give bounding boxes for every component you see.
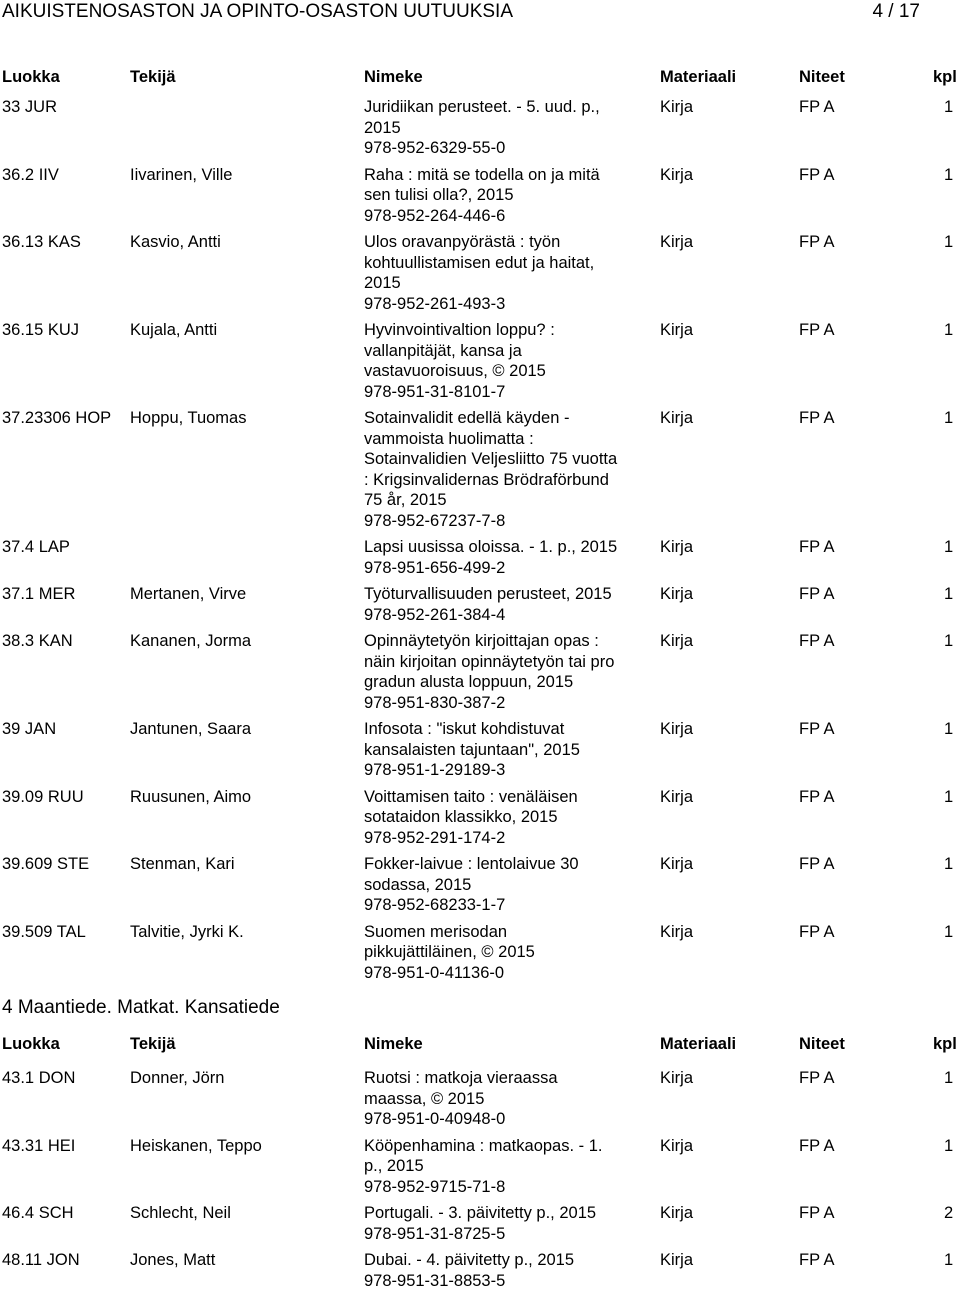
table-row	[0, 1068, 960, 1130]
cell-kpl: 1	[944, 233, 954, 251]
title-line: Sotainvalidit edellä käyden -	[364, 409, 570, 427]
header-tekija: Tekijä	[130, 68, 176, 86]
header-luokka: Luokka	[2, 1035, 60, 1053]
cell-luokka: 43.31 HEI	[2, 1136, 76, 1155]
cell-tekija: Mertanen, Virve	[130, 585, 247, 603]
cell-tekija: Ruusunen, Aimo	[130, 787, 252, 806]
cell-tekija: Jones, Matt	[130, 1251, 216, 1269]
header-nimeke: Nimeke	[364, 68, 423, 86]
title-line: Raha : mitä se todella on ja mitä	[364, 165, 600, 184]
cell-luokka: 37.1 MER	[2, 585, 76, 603]
header-nimeke: Nimeke	[364, 1035, 423, 1053]
title-line: näin kirjoitan opinnäytetyön tai pro	[364, 652, 615, 671]
cell-niteet: FP A	[799, 585, 835, 603]
title-line: sen tulisi olla?, 2015	[364, 186, 514, 204]
title-line: Hyvinvointivaltion loppu? :	[364, 321, 555, 339]
title-line: 2015	[364, 118, 401, 137]
cell-materiaali: Kirja	[660, 1136, 694, 1155]
cell-niteet: FP A	[799, 233, 835, 251]
title-line: 978-952-264-446-6	[364, 206, 506, 225]
title-line: 978-951-31-8101-7	[364, 382, 506, 401]
title-line: vallanpitäjät, kansa ja	[364, 341, 522, 360]
cell-nimeke	[364, 97, 654, 159]
table-header-2	[0, 1033, 960, 1055]
title-line: Kööpenhamina : matkaopas. - 1.	[364, 1136, 603, 1155]
title-line: Opinnäytetyön kirjoittajan opas :	[364, 632, 599, 650]
cell-kpl: 1	[944, 632, 954, 650]
cell-materiaali: Kirja	[660, 233, 694, 251]
title-line: maassa, © 2015	[364, 1089, 485, 1108]
table-row	[0, 537, 960, 578]
title-line: 978-951-656-499-2	[364, 558, 506, 577]
cell-nimeke	[364, 1250, 654, 1291]
header-niteet: Niteet	[799, 68, 845, 86]
title-line: Dubai. - 4. päivitetty p., 2015	[364, 1251, 575, 1269]
section-heading: 4 Maantiede. Matkat. Kansatiede	[2, 997, 280, 1018]
title-line: 978-952-291-174-2	[364, 828, 506, 847]
header-kpl: kpl	[933, 68, 957, 86]
title-line: 978-952-261-384-4	[364, 605, 506, 624]
cell-luokka: 36.2 IIV	[2, 165, 59, 184]
title-line: vammoista huolimatta :	[364, 429, 534, 448]
cell-niteet: FP A	[799, 1251, 835, 1269]
cell-luokka: 39 JAN	[2, 720, 57, 738]
table-row	[0, 165, 960, 227]
title-line: 978-951-0-40948-0	[364, 1110, 506, 1128]
cell-materiaali: Kirja	[660, 922, 694, 941]
cell-niteet: FP A	[799, 720, 835, 738]
cell-nimeke	[364, 922, 654, 984]
header-niteet: Niteet	[799, 1035, 845, 1053]
cell-nimeke	[364, 232, 654, 314]
table-row	[0, 97, 960, 159]
cell-materiaali: Kirja	[660, 585, 694, 603]
cell-kpl: 1	[944, 787, 954, 806]
title-line: 978-952-67237-7-8	[364, 511, 506, 530]
table-body-2	[0, 1068, 960, 1297]
table-row	[0, 584, 960, 625]
cell-kpl: 2	[944, 1204, 954, 1222]
title-line: Infosota : "iskut kohdistuvat	[364, 720, 565, 738]
cell-nimeke	[364, 787, 654, 849]
title-line: Lapsi uusissa oloissa. - 1. p., 2015	[364, 538, 618, 556]
cell-niteet: FP A	[799, 922, 835, 941]
title-line: kohtuullistamisen edut ja haitat,	[364, 253, 595, 272]
title-line: Ruotsi : matkoja vieraassa	[364, 1069, 558, 1087]
document-title: AIKUISTENOSASTON JA OPINTO-OSASTON UUTUUKSIA	[2, 1, 513, 22]
cell-nimeke	[364, 631, 654, 713]
table-row	[0, 1250, 960, 1291]
cell-niteet: FP A	[799, 409, 835, 427]
table-header-1	[0, 66, 960, 88]
cell-materiaali: Kirja	[660, 409, 694, 427]
title-line: 978-952-6329-55-0	[364, 139, 506, 157]
cell-nimeke	[364, 408, 654, 531]
cell-nimeke	[364, 1203, 654, 1244]
cell-kpl: 1	[944, 1136, 954, 1155]
cell-materiaali: Kirja	[660, 855, 694, 873]
table-row	[0, 1203, 960, 1244]
title-line: : Krigsinvalidernas Brödraförbund	[364, 470, 609, 489]
cell-nimeke	[364, 320, 654, 402]
table-row	[0, 922, 960, 984]
title-line: 978-951-1-29189-3	[364, 761, 506, 779]
title-line: pikkujättiläinen, © 2015	[364, 943, 535, 961]
cell-luokka: 37.23306 HOP	[2, 409, 112, 427]
cell-niteet: FP A	[799, 538, 835, 556]
header-kpl: kpl	[933, 1035, 957, 1053]
cell-luokka: 36.15 KUJ	[2, 321, 80, 339]
table-row	[0, 719, 960, 781]
title-line: Juridiikan perusteet. - 5. uud. p.,	[364, 98, 600, 116]
title-line: Portugali. - 3. päivitetty p., 2015	[364, 1204, 597, 1222]
cell-tekija: Hoppu, Tuomas	[130, 409, 247, 427]
cell-materiaali: Kirja	[660, 632, 694, 650]
page-number: 4 / 17	[872, 1, 920, 22]
cell-niteet: FP A	[799, 855, 835, 873]
cell-nimeke	[364, 854, 654, 916]
cell-niteet: FP A	[799, 787, 835, 806]
cell-niteet: FP A	[799, 98, 835, 116]
title-line: 978-952-68233-1-7	[364, 896, 506, 914]
cell-tekija: Donner, Jörn	[130, 1069, 225, 1087]
cell-tekija: Kasvio, Antti	[130, 233, 221, 251]
cell-niteet: FP A	[799, 165, 835, 184]
title-line: Suomen merisodan	[364, 922, 508, 941]
cell-nimeke	[364, 537, 654, 578]
cell-kpl: 1	[944, 720, 954, 738]
cell-kpl: 1	[944, 585, 954, 603]
cell-materiaali: Kirja	[660, 321, 694, 339]
table-row	[0, 1136, 960, 1198]
table-row	[0, 631, 960, 713]
cell-nimeke	[364, 1136, 654, 1198]
cell-kpl: 1	[944, 321, 954, 339]
cell-luokka: 38.3 KAN	[2, 632, 73, 650]
title-line: Ulos oravanpyörästä : työn	[364, 233, 561, 251]
cell-nimeke	[364, 719, 654, 781]
title-line: 978-951-31-8853-5	[364, 1271, 506, 1290]
cell-kpl: 1	[944, 98, 954, 116]
title-line: 978-951-0-41136-0	[364, 963, 505, 982]
title-line: vastavuoroisuus, © 2015	[364, 362, 546, 380]
cell-tekija: Kananen, Jorma	[130, 632, 252, 650]
title-line: 978-952-261-493-3	[364, 294, 506, 313]
title-line: sotataidon klassikko, 2015	[364, 808, 558, 826]
table-body-1	[0, 97, 960, 989]
cell-tekija: Schlecht, Neil	[130, 1204, 231, 1222]
cell-kpl: 1	[944, 165, 954, 184]
cell-tekija: Jantunen, Saara	[130, 720, 252, 738]
cell-materiaali: Kirja	[660, 98, 694, 116]
cell-nimeke	[364, 584, 654, 625]
title-line: Voittamisen taito : venäläisen	[364, 787, 578, 806]
cell-tekija: Heiskanen, Teppo	[130, 1136, 262, 1155]
title-line: 978-951-31-8725-5	[364, 1224, 506, 1243]
table-row	[0, 854, 960, 916]
table-row	[0, 787, 960, 849]
cell-tekija: Kujala, Antti	[130, 321, 218, 339]
cell-nimeke	[364, 1068, 654, 1130]
cell-luokka: 36.13 KAS	[2, 233, 81, 251]
title-line: kansalaisten tajuntaan", 2015	[364, 740, 580, 759]
cell-kpl: 1	[944, 409, 954, 427]
cell-kpl: 1	[944, 855, 954, 873]
cell-materiaali: Kirja	[660, 1251, 694, 1269]
table-row	[0, 232, 960, 314]
table-row	[0, 408, 960, 531]
title-line: p., 2015	[364, 1157, 424, 1175]
header-materiaali: Materiaali	[660, 68, 737, 86]
header-luokka: Luokka	[2, 68, 60, 86]
cell-niteet: FP A	[799, 632, 835, 650]
cell-tekija: Talvitie, Jyrki K.	[130, 922, 244, 941]
cell-tekija: Stenman, Kari	[130, 855, 235, 873]
cell-kpl: 1	[944, 1069, 954, 1087]
cell-luokka: 39.509 TAL	[2, 922, 86, 941]
title-line: 2015	[364, 274, 401, 292]
cell-kpl: 1	[944, 922, 954, 941]
cell-materiaali: Kirja	[660, 1204, 694, 1222]
title-line: Sotainvalidien Veljesliitto 75 vuotta	[364, 450, 618, 468]
title-line: gradun alusta loppuun, 2015	[364, 673, 574, 691]
cell-materiaali: Kirja	[660, 787, 694, 806]
cell-kpl: 1	[944, 538, 954, 556]
cell-luokka: 46.4 SCH	[2, 1204, 74, 1222]
cell-luokka: 39.09 RUU	[2, 787, 84, 806]
cell-luokka: 43.1 DON	[2, 1069, 76, 1087]
cell-nimeke	[364, 165, 654, 227]
cell-materiaali: Kirja	[660, 538, 694, 556]
cell-niteet: FP A	[799, 321, 835, 339]
cell-niteet: FP A	[799, 1069, 835, 1087]
table-row	[0, 320, 960, 402]
cell-luokka: 37.4 LAP	[2, 538, 70, 556]
title-line: Fokker-laivue : lentolaivue 30	[364, 855, 579, 873]
cell-niteet: FP A	[799, 1136, 835, 1155]
title-line: 978-952-9715-71-8	[364, 1177, 506, 1196]
cell-kpl: 1	[944, 1251, 954, 1269]
cell-luokka: 39.609 STE	[2, 855, 90, 873]
header-materiaali: Materiaali	[660, 1035, 737, 1053]
cell-niteet: FP A	[799, 1204, 835, 1222]
title-line: 978-951-830-387-2	[364, 693, 506, 712]
title-line: Työturvallisuuden perusteet, 2015	[364, 585, 612, 603]
cell-materiaali: Kirja	[660, 1069, 694, 1087]
title-line: 75 år, 2015	[364, 491, 447, 509]
cell-materiaali: Kirja	[660, 720, 694, 738]
header-tekija: Tekijä	[130, 1035, 176, 1053]
title-line: sodassa, 2015	[364, 875, 472, 894]
cell-luokka: 48.11 JON	[2, 1251, 80, 1269]
cell-luokka: 33 JUR	[2, 98, 58, 116]
cell-tekija: Iivarinen, Ville	[130, 165, 233, 184]
cell-materiaali: Kirja	[660, 165, 694, 184]
